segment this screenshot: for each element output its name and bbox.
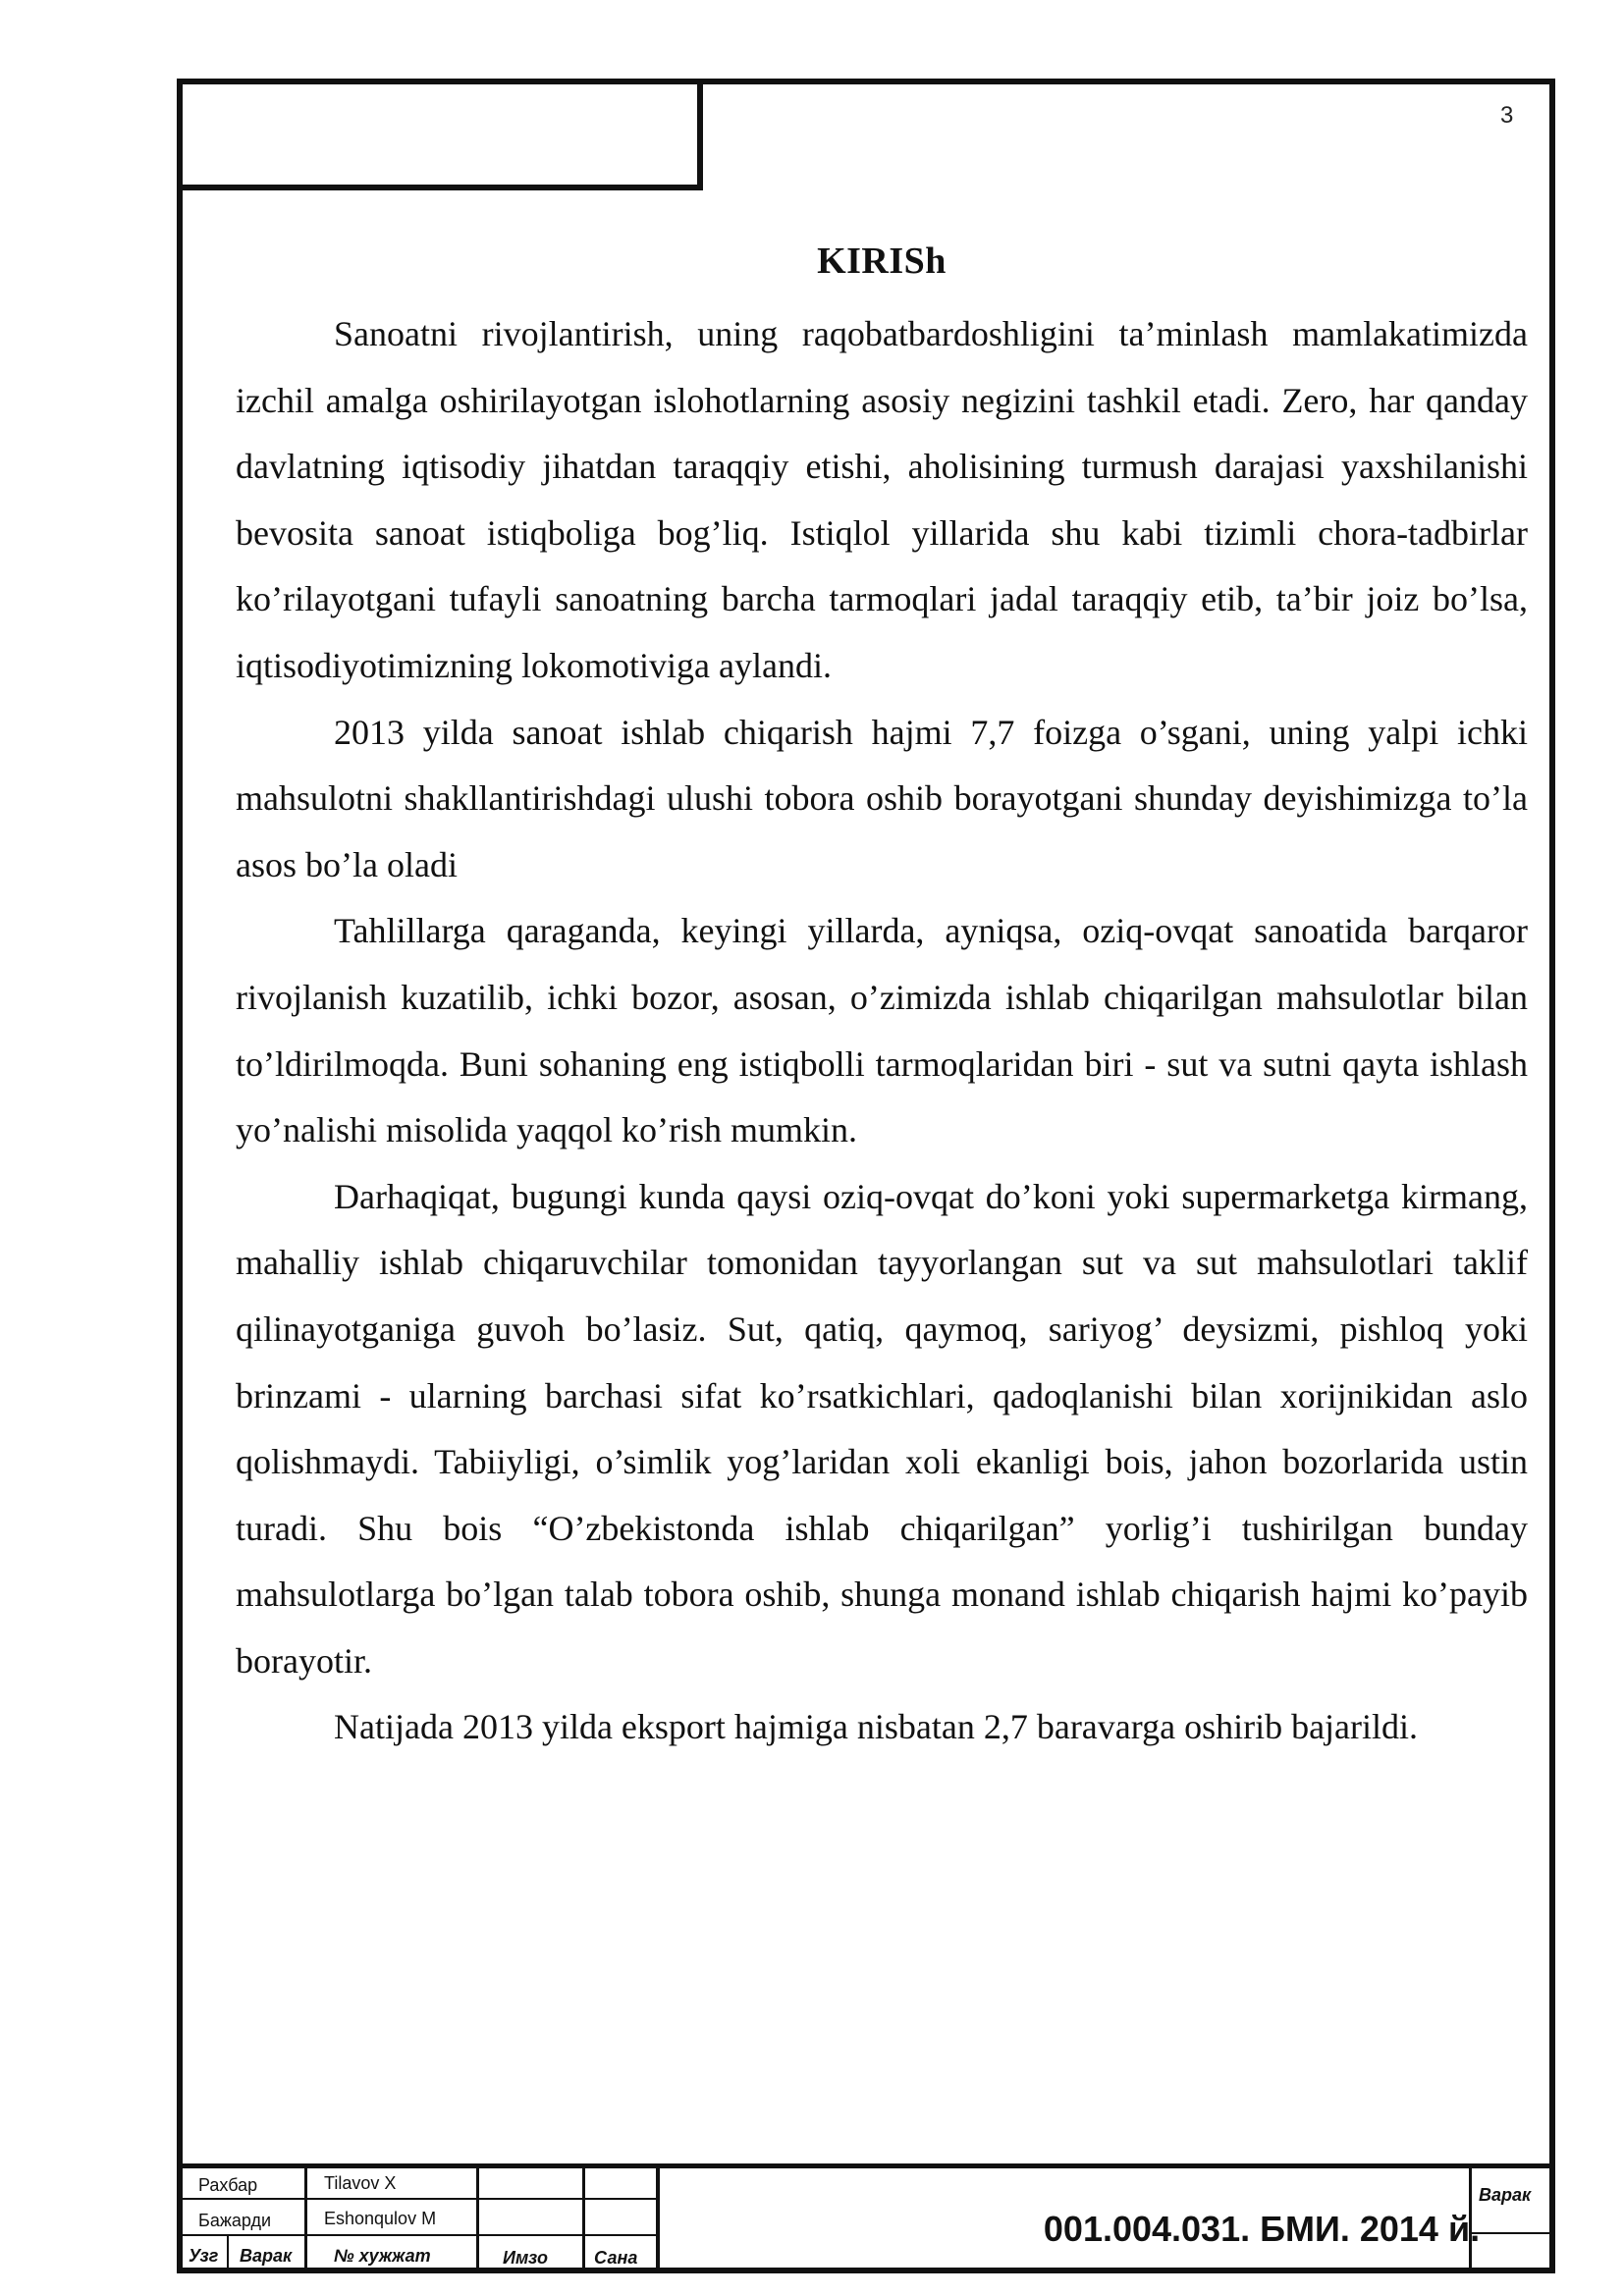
paragraph: Natijada 2013 yilda eksport hajmiga nisbatan 2,7 baravarga oshirib bajarildi. [334, 1707, 1419, 1747]
varak-label: Варак [1479, 2185, 1532, 2205]
paragraph: Sanoatni rivojlantirish, uning raqobatbardoshligini ta’minlash mamlakatimizda izchil amalga oshirilayotgan islohotlarning asosiy negizini tashkil etadi. Zero, har qanday davlatning iqtisodiy jihatdan taraqqiy etishi, aholisining turmush darajasi yaxshilanishi bevosita sanoat istiqboliga bog’liq. Istiqlol yillarida shu kabi tizimli chora-tadbirlar ko’rilayotgani tufayli sanoatning barcha tarmoqlari jadal taraqqiy etib, ta’bir joiz bo’lsa, iqtisodiyotimizning lokomotiviga aylandi. [236, 314, 1528, 685]
page-number: 3 [1500, 102, 1514, 129]
corner-stamp-box [177, 79, 703, 190]
rahbar-name: Tilavov X [324, 2173, 397, 2193]
title-block [177, 2163, 1555, 2273]
column-uzg: Узг [189, 2246, 219, 2266]
column-imzo: Имзо [503, 2248, 548, 2268]
document-code: 001.004.031. БМИ. 2014 й. [1043, 2209, 1481, 2249]
bajardi-name: Eshonqulov M [324, 2209, 437, 2228]
bajardi-label: Бажарди [198, 2211, 272, 2230]
document-title: KIRISh [817, 240, 947, 282]
paragraph: Tahlillarga qaraganda, keyingi yillarda, ayniqsa, oziq-ovqat sanoatida barqaror rivojlanish kuzatilib, ichki bozor, asosan, o’zimizda ishlab chiqarilgan mahsulotlar bilan to’ldirilmoqda. Buni sohaning eng istiqbolli tarmoqlaridan biri - sut va sutni qayta ishlash yo’nalishi misolida yaqqol ko’rish mumkin. [236, 911, 1528, 1150]
paragraph: 2013 yilda sanoat ishlab chiqarish hajmi 7,7 foizga o’sgani, uning yalpi ichki mahsulotni shakllantirishdagi ulushi tobora oshib borayotgani shunday deyishimizga to’la asos bo’la oladi [236, 712, 1528, 884]
document-body [236, 301, 1528, 1761]
column-hujjat: № хужжат [334, 2246, 431, 2266]
column-varak: Варак [240, 2246, 293, 2266]
paragraph: Darhaqiqat, bugungi kunda qaysi oziq-ovqat do’koni yoki supermarketga kirmang, mahalliy ishlab chiqaruvchilar tomonidan tayyorlangan sut va sut mahsulotlari taklif qilinayotganiga guvoh bo’lasiz. Sut, qatiq, qaymoq, sariyog’ deysizmi, pishloq yoki brinzami - ularning barchasi sifat ko’rsatkichlari, qadoqlanishi bilan xorijnikidan aslo qolishmaydi. Tabiiyligi, o’simlik yog’laridan xoli ekanligi bois, jahon bozorlarida ustin turadi. Shu bois “O’zbekistonda ishlab chiqarilgan” yorlig’i tushirilgan bunday mahsulotlarga bo’lgan talab tobora oshib, shunga monand ishlab chiqarish hajmi ko’payib borayotir. [236, 1176, 1528, 1681]
rahbar-label: Рахбар [198, 2175, 258, 2195]
column-sana: Сана [594, 2248, 638, 2268]
